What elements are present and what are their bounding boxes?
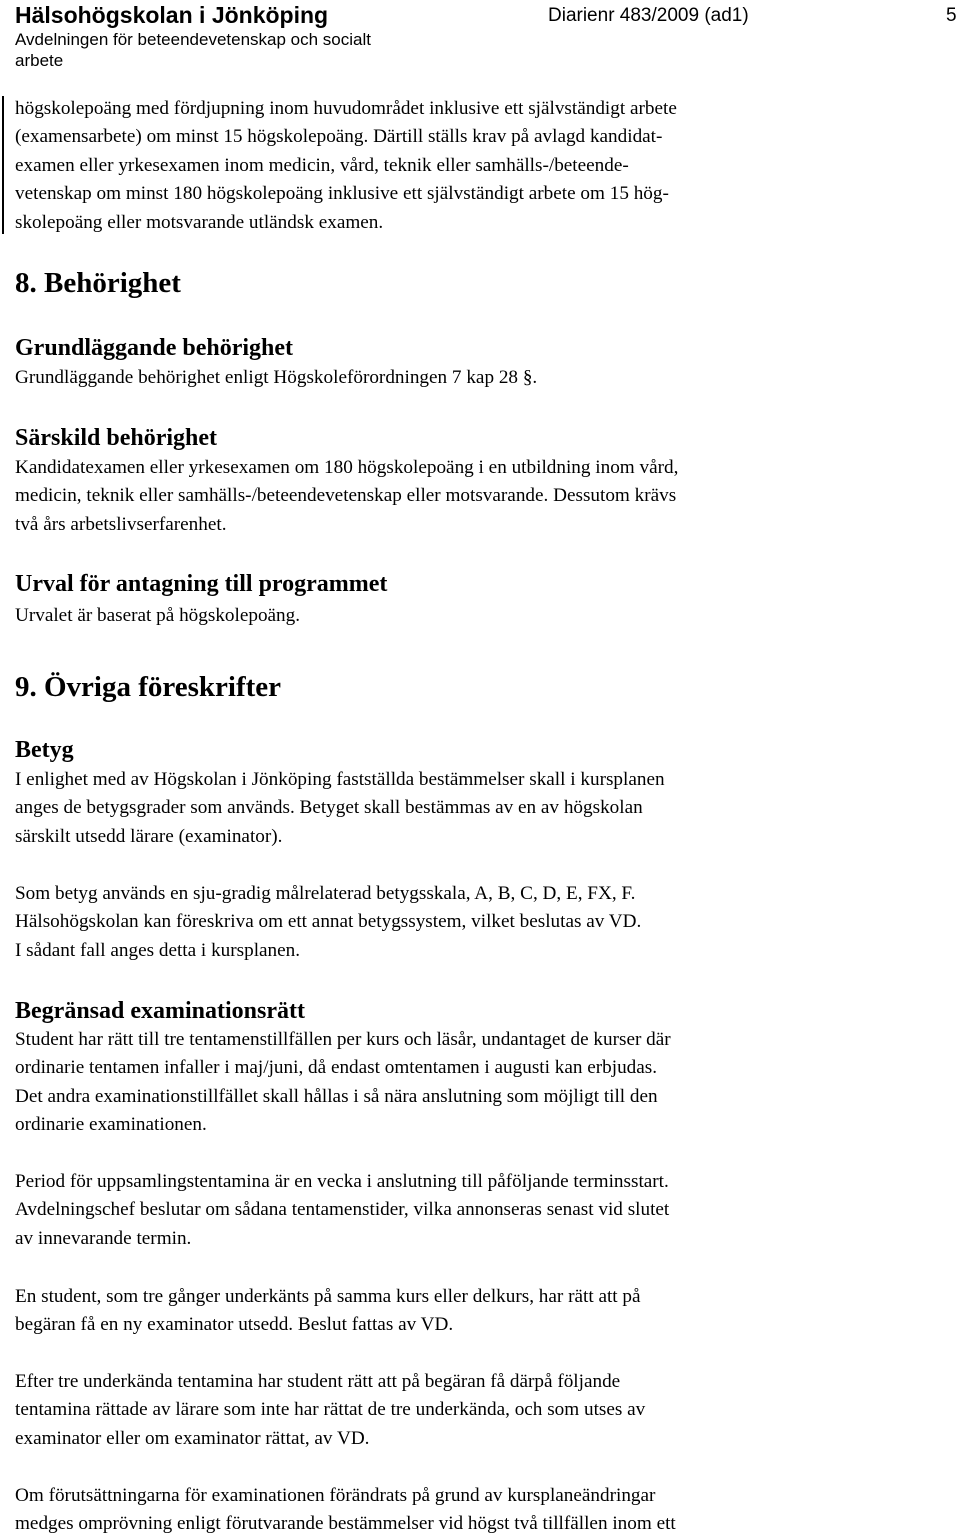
sarskild-heading: Särskild behörighet [15,425,218,451]
text-line: av innevarande termin. [15,1227,192,1249]
text-line: examinator eller om examinator rättat, av VD. [15,1427,370,1449]
text-line: Avdelningschef beslutar om sådana tentamenstider, vilka annonseras senast vid slutet [15,1199,670,1221]
text-line: En student, som tre gånger underkänts på samma kurs eller delkurs, har rätt att på [15,1286,641,1307]
text-line: Period för uppsamlingstentamina är en vecka i anslutning till påföljande terminsstart. [15,1171,669,1192]
department-name: Avdelningen för beteendevetenskap och socialt arbete [15,30,371,70]
text-line: Som betyg används en sju-gradig målrelaterad betygsskala, A, B, C, D, E, FX, F. [15,883,636,904]
text-line: Grundläggande behörighet enligt Högskoleförordningen 7 kap 28 §. [15,367,538,388]
examination-paragraph-1 [15,1026,875,1140]
betyg-paragraph-2 [15,880,875,965]
text-line: examen eller yrkesexamen inom medicin, vård, teknik eller samhälls-/beteende- [15,154,629,176]
text-line: särskilt utsedd lärare (examinator). [15,825,283,847]
diary-number: Diarienr 483/2009 (ad1) [548,5,749,26]
sarskild-text [15,454,875,539]
betyg-paragraph-1 [15,766,875,851]
text-line: tentamina rättade av lärare som inte har rättat de tre underkända, och som utses av [15,1399,646,1421]
text-line: Hälsohögskolan kan föreskriva om ett annat betygssystem, vilket beslutas av VD. [15,911,642,933]
examination-paragraph-3 [15,1283,875,1340]
text-line: Om förutsättningarna för examinationen förändrats på grund av kursplaneändringar [15,1485,656,1506]
grundlaggande-heading: Grundläggande behörighet [15,335,294,361]
urval-heading: Urval för antagning till programmet [15,571,388,597]
intro-paragraph [15,95,875,237]
page-number: 5 [946,5,957,26]
text-line: Efter tre underkända tentamina har student rätt att på begäran få därpå följande [15,1371,621,1392]
revision-bar [2,96,4,234]
text-line: högskolepoäng med fördjupning inom huvudområdet inklusive ett självständigt arbete [15,98,677,119]
text-line: medges omprövning enligt förutvarande bestämmelser vid högst två tillfällen inom ett [15,1513,676,1535]
text-line: Student har rätt till tre tentamenstillfällen per kurs och läsår, undantaget de kurser där [15,1029,671,1050]
urval-text [15,602,875,630]
text-line: ordinarie tentamen infaller i maj/juni, då endast omtentamen i augusti kan erbjudas. [15,1057,658,1079]
examination-paragraph-5 [15,1482,875,1539]
text-line: I sådant fall anges detta i kursplanen. [15,939,301,961]
examination-paragraph-4 [15,1368,875,1453]
text-line: I enlighet med av Högskolan i Jönköping fastställda bestämmelser skall i kursplanen [15,769,665,790]
text-line: Det andra examinationstillfället skall hållas i så nära anslutning som möjligt till den [15,1085,658,1107]
text-line: begäran få en ny examinator utsedd. Beslut fattas av VD. [15,1314,454,1336]
text-line: medicin, teknik eller samhälls-/beteendevetenskap eller motsvarande. Dessutom krävs [15,485,677,507]
text-line: anges de betygsgrader som används. Betyget skall bestämmas av en av högskolan [15,797,643,819]
page-header [15,2,415,71]
grundlaggande-text [15,364,875,392]
text-line: (examensarbete) om minst 15 högskolepoäng. Därtill ställs krav på avlagd kandidat- [15,126,663,148]
examination-paragraph-2 [15,1168,875,1253]
section-heading-8: 8. Behörighet [15,267,181,299]
text-line: två års arbetslivserfarenhet. [15,513,227,535]
text-line: Kandidatexamen eller yrkesexamen om 180 högskolepoäng i en utbildning inom vård, [15,457,679,478]
betyg-heading: Betyg [15,737,74,763]
examination-heading: Begränsad examinationsrätt [15,998,305,1024]
text-line: Urvalet är baserat på högskolepoäng. [15,605,301,626]
text-line: vetenskap om minst 180 högskolepoäng inklusive ett självständigt arbete om 15 hög- [15,183,669,205]
section-heading-9: 9. Övriga föreskrifter [15,671,282,703]
text-line: skolepoäng eller motsvarande utländsk examen. [15,211,384,233]
school-name: Hälsohögskolan i Jönköping [15,2,329,28]
text-line: ordinarie examinationen. [15,1114,207,1136]
